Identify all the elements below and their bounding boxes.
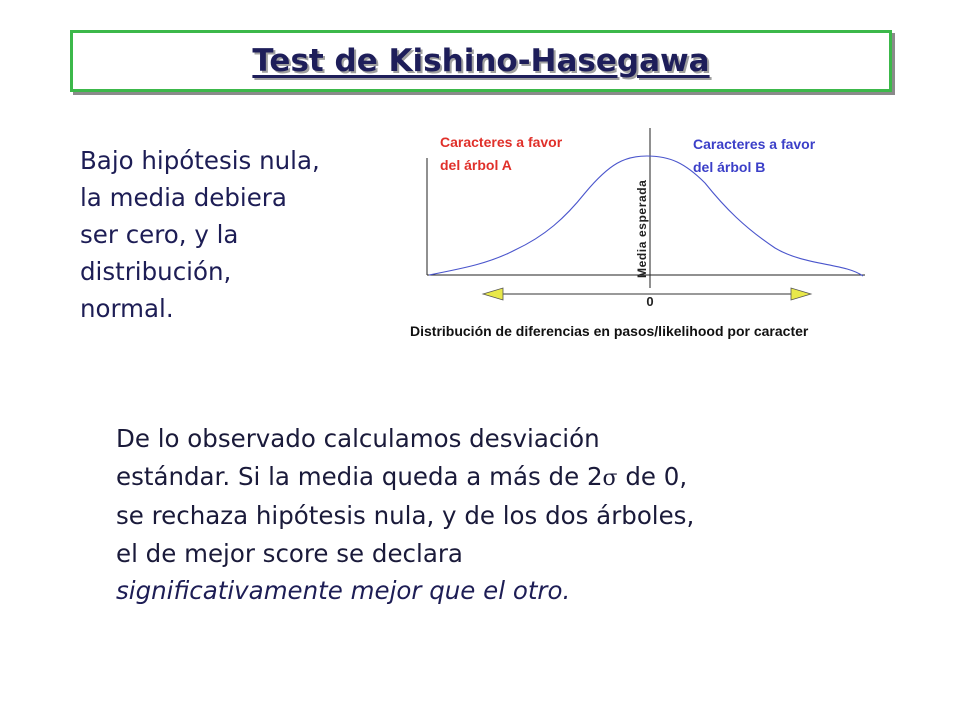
paragraph-line-1: De lo observado calculamos desviación (116, 424, 600, 453)
zero-label: 0 (646, 294, 654, 309)
right-arrowhead (791, 288, 811, 300)
null-hypothesis-text: Bajo hipótesis nula, la media debiera ser cero, y la distribución, normal. (80, 146, 320, 323)
left-arrowhead (483, 288, 503, 300)
page-title: Test de Kishino-Hasegawa (252, 43, 710, 79)
label-favor-tree-a-line1: Caracteres a favor (440, 134, 563, 150)
paragraph-line-4: el de mejor score se declara (116, 538, 463, 568)
paragraph-line-3: se rechaza hipótesis nula, y de los dos árboles, (116, 501, 695, 530)
expected-mean-label: Media esperada (635, 179, 649, 278)
sigma-symbol: σ (602, 465, 618, 491)
conclusion-paragraph (116, 420, 876, 610)
title-banner (70, 30, 892, 92)
distribution-diagram (405, 118, 950, 348)
label-favor-tree-b-line1: Caracteres a favor (693, 136, 816, 152)
paragraph-line-2-end: de 0, (617, 461, 688, 491)
paragraph-line-2 (116, 458, 876, 498)
label-favor-tree-a-line2: del árbol A (440, 157, 512, 173)
paragraph-line-5: significativamente mejor que el otro. (116, 576, 571, 605)
paragraph-line-2-start: estándar. Si la media queda a más de 2 (116, 461, 603, 491)
label-favor-tree-b-line2: del árbol B (693, 159, 766, 175)
axis-caption: Distribución de diferencias en pasos/likelihood por caracter (410, 323, 809, 339)
